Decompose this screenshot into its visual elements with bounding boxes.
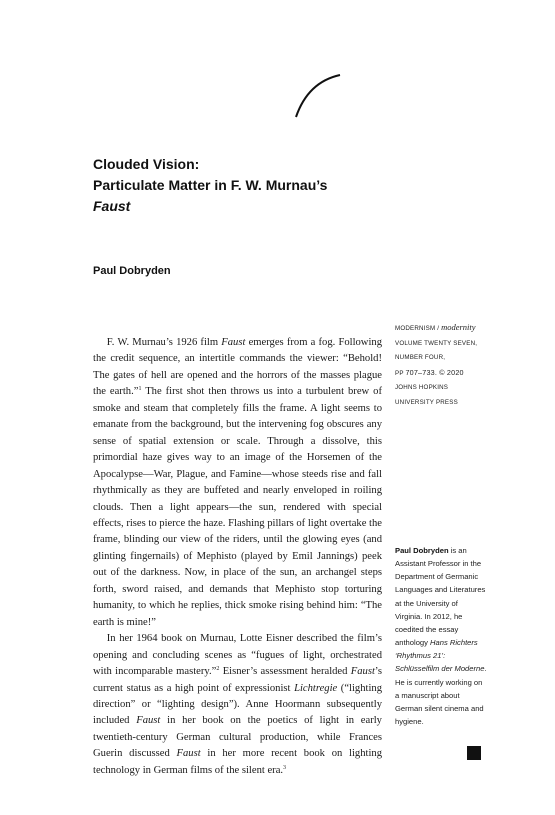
p1-text-c: emerges from a fog. Following the credit sequence, an intertitle commands the viewer: “Behold! The gates of hell are opened and the horrors of the masses plague the earth.” [93,337,382,398]
end-square-mark [467,746,481,760]
pages-range: 707–733. © 2020 [405,367,464,377]
p2-film-title-1: Faust [350,666,375,678]
journal-prefix: MODERNISM / [395,325,440,332]
bio-author-name: Paul Dobryden [395,546,449,555]
p1-film-title: Faust [221,337,246,348]
footnote-ref-1: 1 [138,386,142,393]
pages-prefix: PP [395,369,404,377]
p2-text-f: (“lighting direction” or “lighting design”). Anne Hoormann subsequently included [93,682,382,727]
p2-text-d: ’s current status as a high point of expressionist [93,666,382,694]
p2-text-j: in her more recent book on lighting technology in German films of the silent era. [93,748,382,776]
journal-metadata [395,320,505,411]
p1-text-d: The first shot then throws us into a turbulent brew of smoke and steam that completely fills the frame. A light seems to emanate from the background, but the intervening fog obscures any sense of spatial extension or scale. Through a dissolve, this primordial haze gives way to an image of the Horsemen of the Apocalypse—War, Plague, and Famine—whose steeds rise and fall rhythmically as they are buffeted and nearly enveloped in roiling clouds. Then a light appears—the sun, rendered with special effects, rises to pierce the haze. Flashing pillars of light overtake the frame, blinding our view of the riders, until the glowing eyes (and glinting fingernails) of Mephisto (played by Emil Jannings) peek out of the darkness. Now, in place of the sun, an archangel steps forth, sword raised, and demands that Mephisto stop torturing humanity, to which he replies, thick smoke rising behind him: “The earth is mine!” [93,386,382,628]
pages-line [395,366,505,382]
author-bio [395,544,487,728]
article-title [93,154,413,217]
p2-text-a: In her 1964 book on Murnau, Lotte Eisner described the film’s opening and concluding scenes as “fugues of light, orchestrated with incomparable mastery.” [93,633,382,678]
paragraph-2 [93,631,382,779]
bio-book-title: Hans Richters ‘Rhythmus 21’: Schlüsselfilm der Moderne [395,638,485,674]
title-line-1: Clouded Vision: [93,156,200,172]
bio-text-1: is an Assistant Professor in the Department of Germanic Languages and Literatures at the University of Virginia. In 2012, he coedited the essay anthology [395,546,486,648]
bio-text-2: . He is currently working on a manuscript about German silent cinema and hygiene. [395,664,487,727]
p1-text-a: F. W. Murnau’s 1926 film [106,337,222,348]
p2-text-b: Eisner’s assessment heralded [219,666,351,678]
publisher-line-1: JOHNS HOPKINS [395,384,449,392]
title-line-2: Particulate Matter in F. W. Murnau’s [93,177,328,193]
p2-film-title-2: Faust [136,715,161,727]
p2-text-h: in her book on the poetics of light in early twentieth-century German cultural production, while Frances Guerin discussed [93,715,382,760]
number-line: NUMBER FOUR, [395,354,446,362]
p2-term-lichtregie: Lichtregie [294,682,338,694]
footnote-ref-2: 2 [216,666,220,673]
article-body [93,335,382,779]
footnote-ref-3: 3 [283,764,287,771]
journal-italic: modernity [441,322,476,332]
p2-film-title-3: Faust [176,748,201,760]
publisher-line-2: UNIVERSITY PRESS [395,398,458,406]
title-line-3: Faust [93,198,131,214]
journal-name [395,320,505,337]
paragraph-1 [93,335,382,631]
author-name: Paul Dobryden [93,265,171,277]
volume-line: VOLUME TWENTY SEVEN, [395,339,478,347]
decorative-arc-mark [290,70,350,125]
